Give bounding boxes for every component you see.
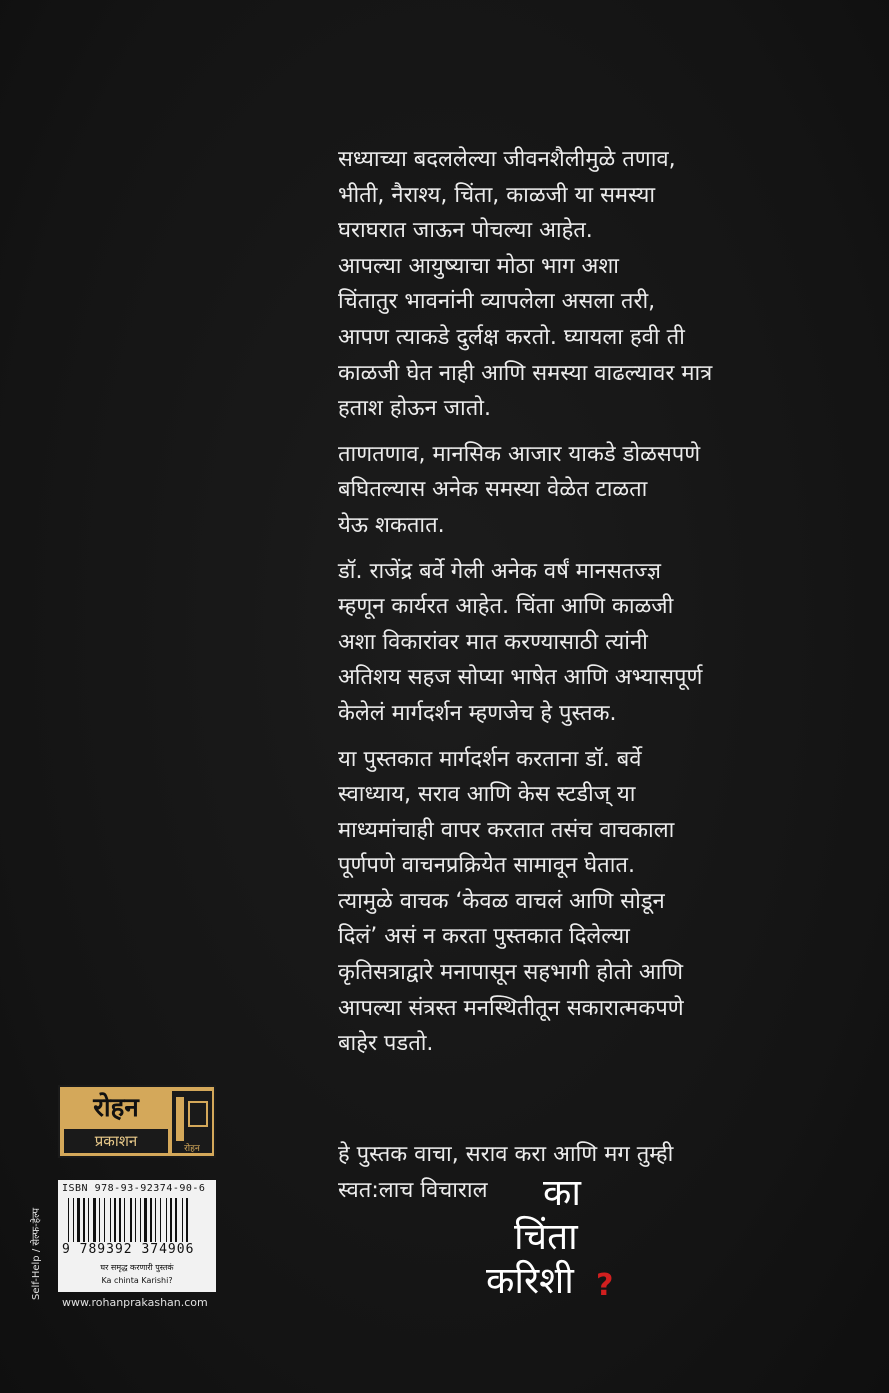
blurb-line: डॉ. राजेंद्र बर्वे गेली अनेक वर्षं मानसतज्ज्ञ: [338, 558, 661, 584]
blurb-line: अशा विकारांवर मात करण्यासाठी त्यांनी: [338, 629, 648, 655]
barcode-block: [58, 1180, 216, 1292]
title-word-chinta: चिंता: [514, 1215, 578, 1258]
isbn-label: ISBN 978-93-92374-90-6: [62, 1183, 206, 1194]
publisher-tagline: घर समृद्ध करणारी पुस्तकं: [100, 1263, 174, 1272]
publisher-logo: [58, 1085, 216, 1158]
blurb-line: माध्यमांचाही वापर करतात तसंच वाचकाला: [338, 817, 675, 843]
publisher-name-top: रोहन: [93, 1093, 139, 1123]
blurb-line: आपल्या आयुष्याचा मोठा भाग अशा: [338, 253, 619, 279]
blurb-line: ताणतणाव, मानसिक आजार याकडे डोळसपणे: [338, 441, 701, 467]
barcode-number: 9 789392 374906: [62, 1242, 195, 1257]
title-question-mark: ?: [596, 1268, 614, 1303]
title-word-ka: का: [543, 1171, 581, 1214]
blurb-line: या पुस्तकात मार्गदर्शन करताना डॉ. बर्वे: [338, 746, 642, 772]
website-link[interactable]: www.rohanprakashan.com: [62, 1296, 208, 1309]
blurb-line: घराघरात जाऊन पोचल्या आहेत.: [338, 218, 593, 244]
blurb-line: स्वाध्याय, सराव आणि केस स्टडीज् या: [338, 782, 636, 808]
blurb-line: दिलं’ असं न करता पुस्तकात दिलेल्या: [338, 924, 630, 950]
title-word-karishi: करिशी: [486, 1259, 574, 1302]
barcode-icon: [66, 1198, 208, 1242]
blurb-line: भीती, नैराश्य, चिंता, काळजी या समस्या: [338, 182, 656, 208]
blurb-text: [338, 142, 778, 1062]
blurb-line: बाहेर पडतो.: [338, 1031, 434, 1057]
blurb-line: कृतिसत्राद्वारे मनापासून सहभागी होतो आणि: [338, 960, 684, 986]
blurb-line: बघितल्यास अनेक समस्या वेळेत टाळता: [338, 477, 648, 503]
blurb-line: चिंतातुर भावनांनी व्यापलेला असला तरी,: [338, 289, 656, 315]
blurb-line: त्यामुळे वाचक ‘केवळ वाचलं आणि सोडून: [338, 888, 665, 914]
blurb-line: हताश होऊन जातो.: [338, 396, 491, 422]
blurb-line: केलेलं मार्गदर्शन म्हणजेच हे पुस्तक.: [338, 700, 617, 726]
blurb-line: येऊ शकतात.: [338, 512, 445, 538]
book-icon: [172, 1091, 212, 1153]
category-label: Self-Help / सेल्फ-हेल्प: [31, 1207, 42, 1300]
blurb-line: आपल्या संत्रस्त मनस्थितीतून सकारात्मकपणे: [338, 995, 684, 1021]
closing-line-1: हे पुस्तक वाचा, सराव करा आणि मग तुम्ही: [338, 1142, 674, 1167]
publisher-name-bottom: प्रकाशन: [64, 1129, 168, 1153]
blurb-line: आपण त्याकडे दुर्लक्ष करतो. घ्यायला हवी ती: [338, 324, 685, 350]
blurb-line: काळजी घेत नाही आणि समस्या वाढल्यावर मात्र: [338, 360, 713, 386]
publisher-signature: रोहन: [184, 1144, 200, 1154]
blurb-line: म्हणून कार्यरत आहेत. चिंता आणि काळजी: [338, 594, 674, 620]
blurb-line: अतिशय सहज सोप्या भाषेत आणि अभ्यासपूर्ण: [338, 665, 703, 691]
closing-line-2: स्वत:लाच विचाराल: [338, 1178, 488, 1203]
blurb-line: पूर्णपणे वाचनप्रक्रियेत सामावून घेतात.: [338, 853, 635, 879]
blurb-line: सध्याच्या बदललेल्या जीवनशैलीमुळे तणाव,: [338, 147, 676, 172]
english-title: Ka chinta Karishi?: [101, 1276, 173, 1285]
